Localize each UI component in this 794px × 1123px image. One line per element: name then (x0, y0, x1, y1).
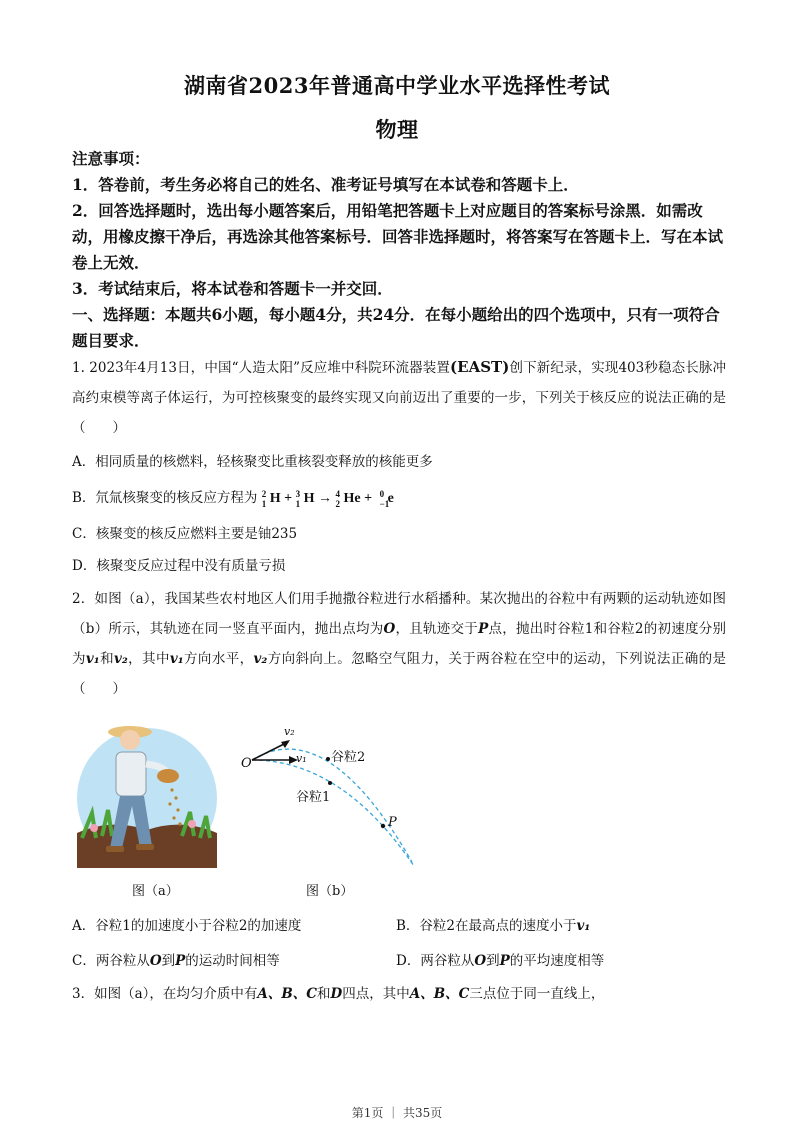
label-grain-2: 谷粒2 (331, 750, 366, 765)
notice-heading: 注意事项： (72, 149, 150, 168)
east-label: (EAST) (450, 358, 510, 376)
q1-option-a: A．相同质量的核燃料，轻核聚变比重核裂变释放的核能更多 (72, 454, 433, 470)
subject-title: 物理 (375, 117, 419, 142)
trajectory-grain-2 (252, 749, 412, 862)
question-2-stem: 2．如图（a），我国某些农村地区人们用手抛撒谷粒进行水稻播种。某次抛出的谷粒中有两颗的运动轨迹如图（b）所示，其轨迹在同一竖直平面内，抛出点均为O，且轨迹交于P点，抛出时谷粒1和谷粒2的初速度分别为v₁和v₂，其中v₁方向水平，v₂方向斜向上。忽略空气阻力，关于两谷粒在空中的运动，下列说法正确的是（ ） (72, 591, 727, 697)
nuclear-equation: 2 1 H + 3 1 H → 4 2 He + 0 −1 e (261, 489, 394, 509)
notice-block (72, 146, 732, 354)
notice-item-1: 1．答卷前，考生务必将自己的姓名、准考证号填写在本试卷和答题卡上． (72, 175, 579, 194)
label-v1: v₁ (296, 752, 307, 765)
q1-option-c: C．核聚变的核反应燃料主要是铀235 (72, 526, 298, 542)
exam-title: 湖南省2023年普通高中学业水平选择性考试 (184, 73, 610, 98)
q1-option-d: D．核聚变反应过程中没有质量亏损 (72, 558, 286, 574)
grain-1-dot (328, 781, 332, 785)
label-o: O (241, 756, 252, 771)
question-1-stem: 1. 2023年4月13日，中国“人造太阳”反应堆中科院环流器装置(EAST)创下新纪录，实现403秒稳态长脉冲高约束模等离子体运行，为可控核聚变的最终实现又向前迈出了重要的一步，下列关于核反应的说法正确的是（ ） (72, 358, 726, 436)
q2-option-d: D．两谷粒从O到P的平均速度相等 (396, 953, 605, 969)
q2-option-c: C．两谷粒从O到P的运动时间相等 (72, 953, 280, 969)
q2-option-a: A．谷粒1的加速度小于谷粒2的加速度 (72, 918, 302, 934)
page-footer: 第1页 ｜ 共35页 (351, 1106, 443, 1120)
grain-2-dot (326, 757, 330, 761)
label-grain-1: 谷粒1 (296, 790, 331, 805)
figure-b-caption: 图（b） (306, 884, 354, 899)
label-p: P (388, 815, 397, 830)
section-heading: 一、选择题：本题共6小题，每小题4分，共24分．在每小题给出的四个选项中，只有一项符合题目要求． (72, 305, 720, 350)
farmer-sowing-illustration (72, 718, 222, 873)
q2-option-b: B．谷粒2在最高点的速度小于v₁ (396, 918, 591, 934)
q1-option-b: B．氘氚核聚变的核反应方程为 2 1 H + 3 1 H → 4 2 He + 0 −1 e (72, 489, 394, 509)
notice-item-2: 2．回答选择题时，选出每小题答案后，用铅笔把答题卡上对应题目的答案标号涂黑．如需改动，用橡皮擦干净后，再选涂其他答案标号．回答非选择题时，将答案写在答题卡上．写在本试卷上无效． (72, 201, 724, 272)
trajectory-grain-1 (252, 760, 414, 866)
notice-item-3: 3．考试结束后，将本试卷和答题卡一并交回． (72, 279, 393, 298)
figure-a-caption: 图（a） (132, 884, 179, 899)
label-v2: v₂ (284, 725, 295, 738)
question-3-stem: 3．如图（a），在均匀介质中有A、B、C和D四点，其中A、B、C三点位于同一直线上， (72, 986, 605, 1002)
velocity-v2-arrow (252, 742, 288, 760)
point-p-dot (381, 824, 385, 828)
